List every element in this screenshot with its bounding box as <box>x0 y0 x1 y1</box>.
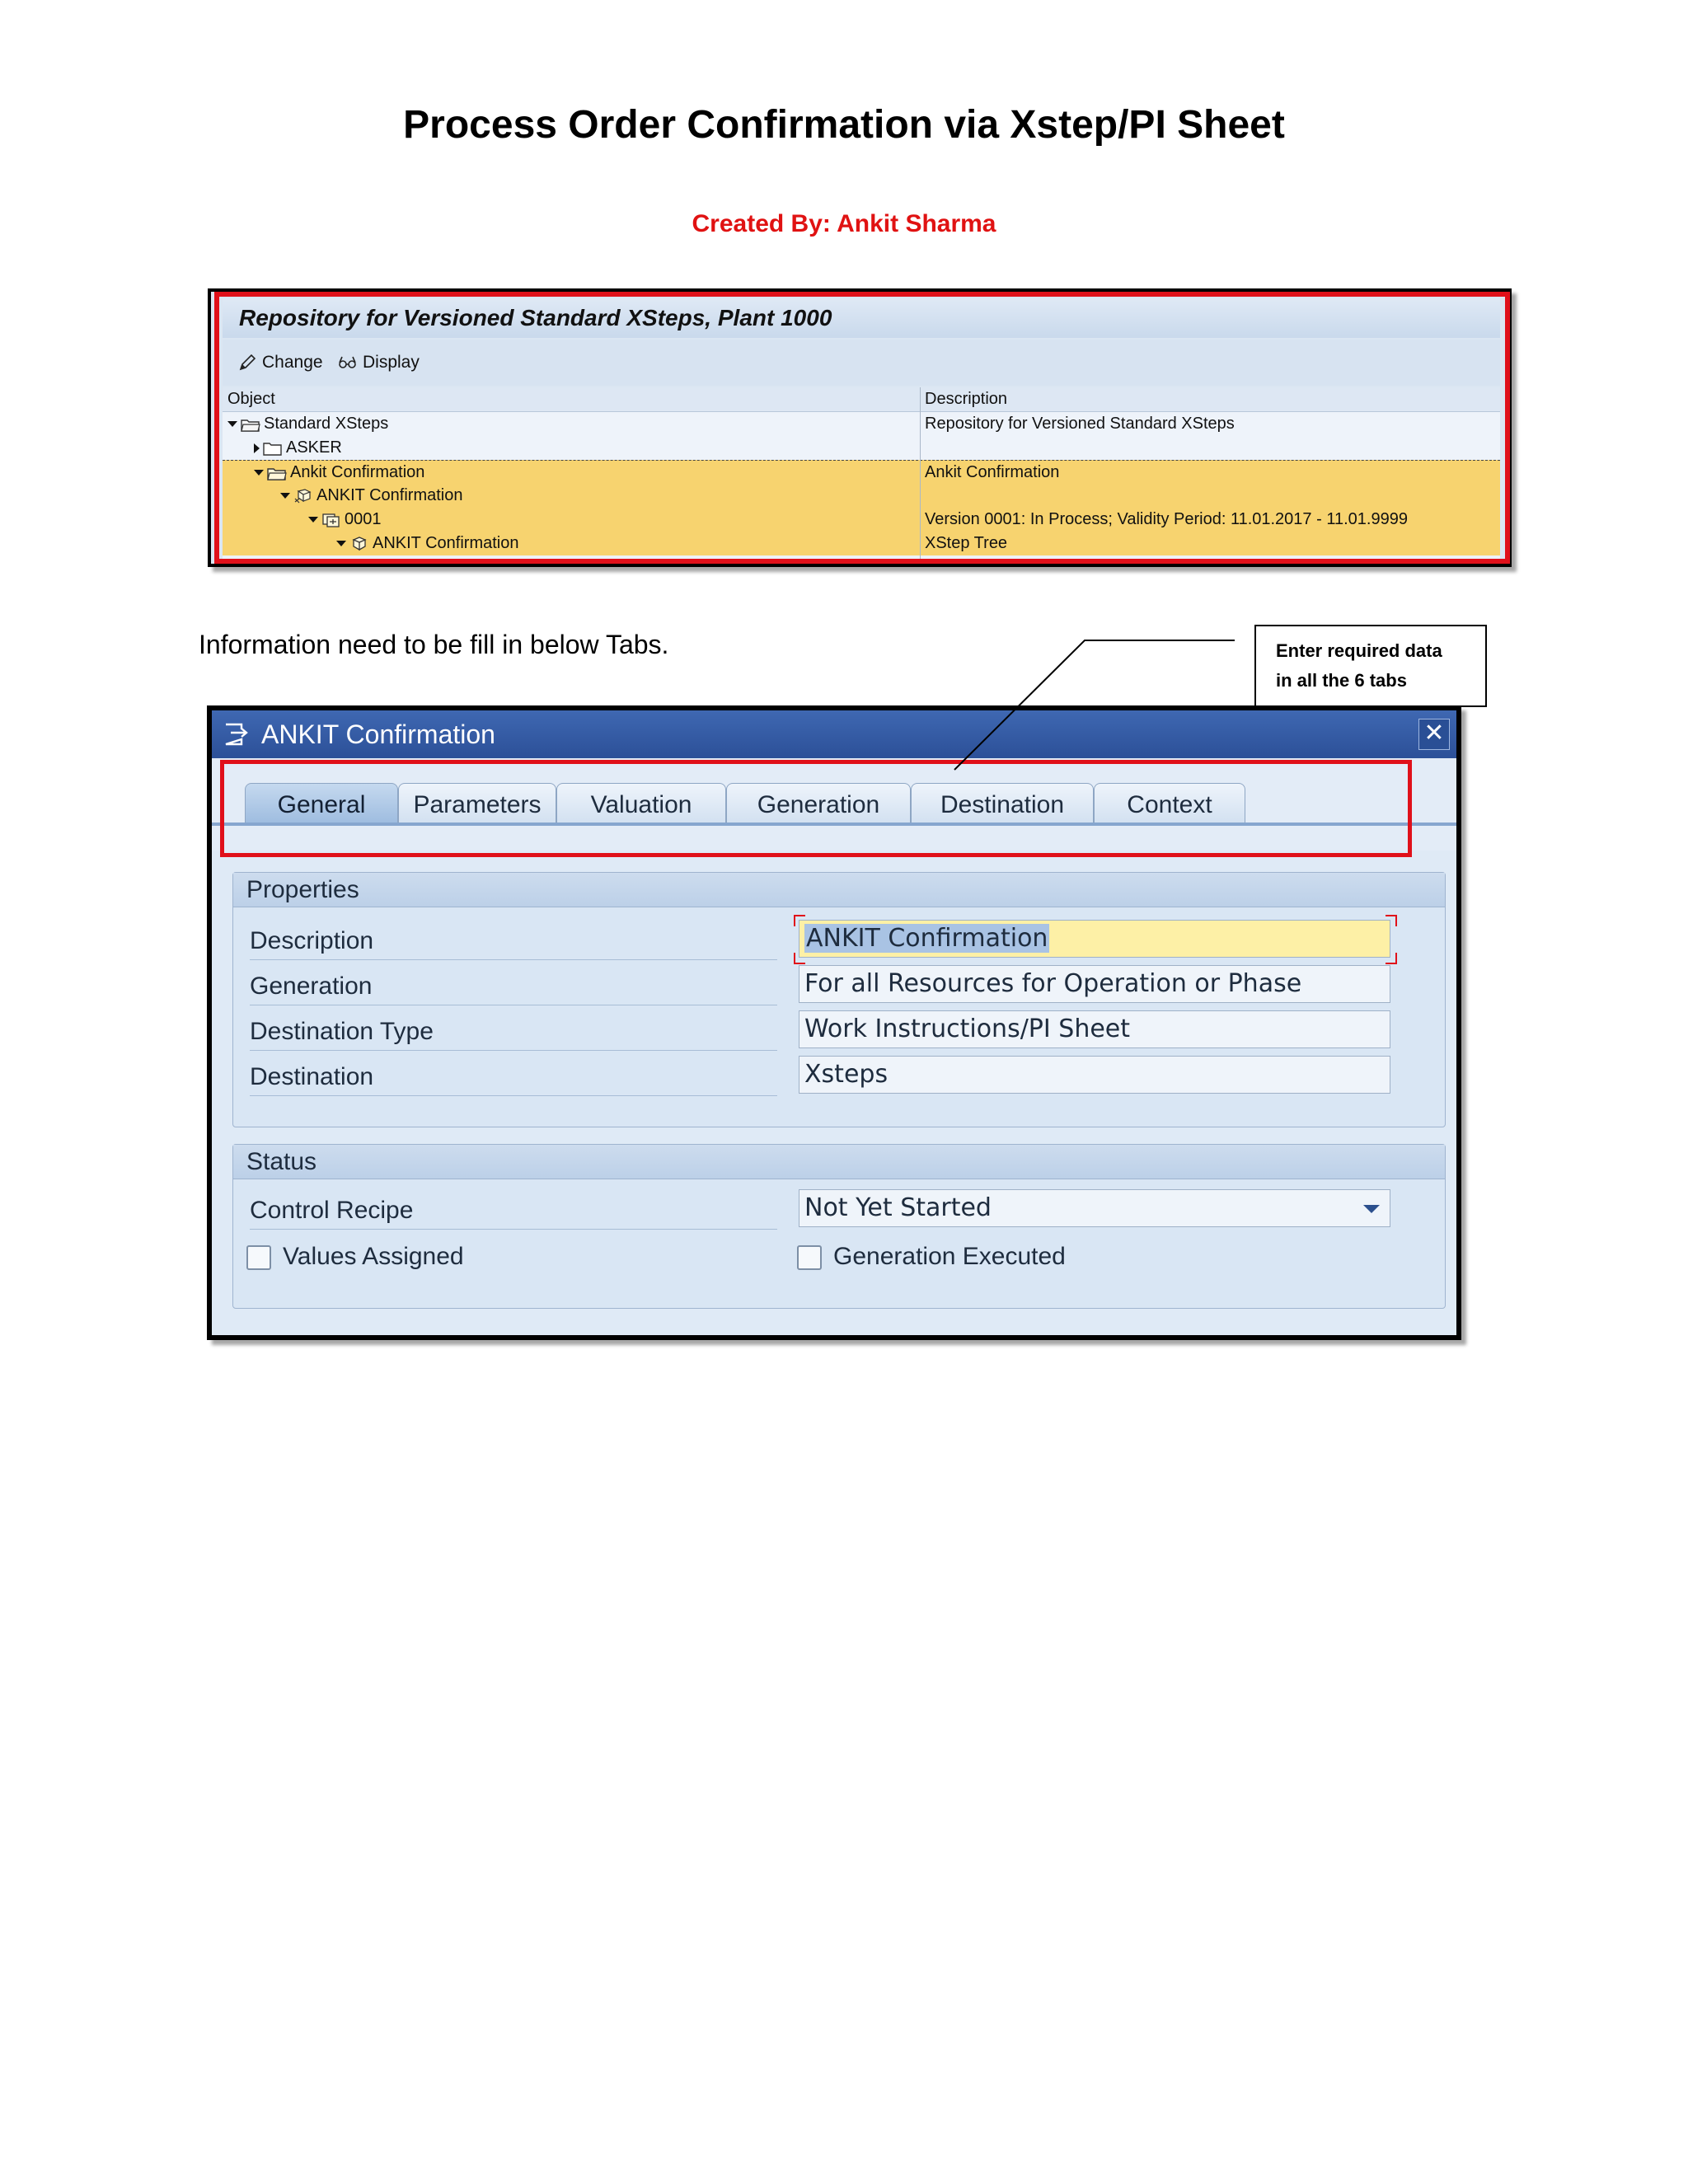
close-icon: ✕ <box>1423 719 1445 747</box>
generation-label: Generation <box>250 968 777 1005</box>
values-assigned-checkbox[interactable] <box>246 1245 271 1270</box>
tree-row[interactable] <box>223 436 1500 460</box>
tree-row-selected[interactable] <box>223 460 1500 485</box>
cube-icon <box>349 537 369 551</box>
focus-corner <box>794 915 805 926</box>
change-button-label: Change <box>262 353 323 372</box>
folder-open-icon <box>267 466 287 480</box>
repository-title: Repository for Versioned Standard XSteps, Plant 1000 <box>223 298 1500 338</box>
values-assigned-label: Values Assigned <box>283 1243 464 1270</box>
expand-arrow-icon[interactable] <box>254 470 264 476</box>
xstep-cube-icon <box>293 489 313 504</box>
repository-toolbar <box>223 340 1500 386</box>
document-title: Process Order Confirmation via Xstep/PI Sheet <box>403 103 1285 147</box>
tree-row-description: Ankit Confirmation <box>925 463 1060 481</box>
display-button-label: Display <box>363 353 420 372</box>
focus-corner <box>1386 915 1397 926</box>
version-icon <box>321 513 341 527</box>
focus-corner <box>1386 953 1397 964</box>
tab-parameters[interactable]: Parameters <box>398 783 556 823</box>
display-button[interactable] <box>338 340 420 386</box>
tree-row-object: ANKIT Confirmation <box>316 486 463 504</box>
tree-row-selected[interactable] <box>223 532 1500 555</box>
tabstrip <box>212 758 1456 851</box>
tree-row-object: 0001 <box>345 510 382 528</box>
tab-generation[interactable]: Generation <box>726 783 911 823</box>
dialog-titlebar <box>212 710 1456 758</box>
tab-valuation[interactable]: Valuation <box>556 783 726 823</box>
instruction-text: Information need to be fill in below Tabs. <box>199 630 669 659</box>
tab-destination[interactable]: Destination <box>911 783 1094 823</box>
callout-line-2: in all the 6 tabs <box>1276 670 1407 691</box>
status-group <box>232 1144 1446 1309</box>
tabstrip-baseline <box>212 823 1456 826</box>
generation-executed-checkbox[interactable] <box>797 1245 822 1270</box>
control-recipe-value: Not Yet Started <box>804 1193 992 1222</box>
tree-row-description: XStep Tree <box>925 534 1008 552</box>
expand-arrow-icon[interactable] <box>227 421 237 427</box>
control-recipe-select[interactable] <box>799 1189 1390 1227</box>
folder-open-icon <box>241 417 260 432</box>
generation-executed-label: Generation Executed <box>833 1243 1066 1270</box>
field-row-description <box>241 918 1437 963</box>
expand-arrow-icon[interactable] <box>280 493 290 499</box>
collapsed-arrow-icon[interactable] <box>254 443 260 453</box>
destination-label: Destination <box>250 1059 777 1096</box>
tree-row-object: Standard XSteps <box>264 415 389 433</box>
generation-input[interactable]: For all Resources for Operation or Phase <box>799 965 1390 1003</box>
destination-type-input[interactable]: Work Instructions/PI Sheet <box>799 1010 1390 1048</box>
callout-box <box>1254 625 1487 707</box>
tab-context[interactable]: Context <box>1094 783 1245 823</box>
glasses-icon <box>338 353 358 373</box>
tree-row-object: ASKER <box>286 438 342 457</box>
tree-row-description: Version 0001: In Process; Validity Period: 11.01.2017 - 11.01.9999 <box>925 510 1408 528</box>
field-row-control-recipe <box>241 1188 1437 1233</box>
column-header-object[interactable]: Object <box>227 390 275 408</box>
pencil-icon <box>237 353 257 373</box>
properties-heading: Properties <box>233 873 1445 907</box>
tree-row-object: Ankit Confirmation <box>290 463 425 481</box>
status-heading: Status <box>233 1145 1445 1179</box>
callout-line-1: Enter required data <box>1276 640 1442 661</box>
tree-row[interactable] <box>223 412 1500 436</box>
destination-type-label: Destination Type <box>250 1014 777 1051</box>
focus-corner <box>794 953 805 964</box>
close-button[interactable] <box>1418 719 1450 750</box>
field-row-generation <box>241 963 1437 1009</box>
grid-header <box>223 387 1500 412</box>
edit-document-icon <box>223 722 250 747</box>
destination-input[interactable]: Xsteps <box>799 1056 1390 1094</box>
tree-row-object: ANKIT Confirmation <box>373 534 519 552</box>
column-header-description[interactable]: Description <box>925 390 1008 408</box>
description-input[interactable] <box>799 920 1390 958</box>
repository-tree-grid <box>223 387 1500 559</box>
tree-row-selected[interactable] <box>223 484 1500 508</box>
expand-arrow-icon[interactable] <box>336 541 346 546</box>
column-separator[interactable] <box>920 387 921 559</box>
properties-group <box>232 872 1446 1127</box>
field-row-destination-type <box>241 1009 1437 1054</box>
tab-general[interactable]: General <box>245 783 398 823</box>
tree-row-description: Repository for Versioned Standard XSteps <box>925 415 1235 433</box>
document-author: Created By: Ankit Sharma <box>692 210 996 237</box>
control-recipe-label: Control Recipe <box>250 1193 777 1230</box>
change-button[interactable] <box>237 340 323 386</box>
folder-icon <box>263 441 283 456</box>
description-label: Description <box>250 923 777 960</box>
dialog-title: ANKIT Confirmation <box>261 719 495 749</box>
description-value: ANKIT Confirmation <box>806 924 1048 953</box>
field-row-destination <box>241 1054 1437 1099</box>
tree-row-selected[interactable] <box>223 508 1500 532</box>
expand-arrow-icon[interactable] <box>308 517 318 523</box>
chevron-down-icon[interactable] <box>1363 1205 1380 1213</box>
